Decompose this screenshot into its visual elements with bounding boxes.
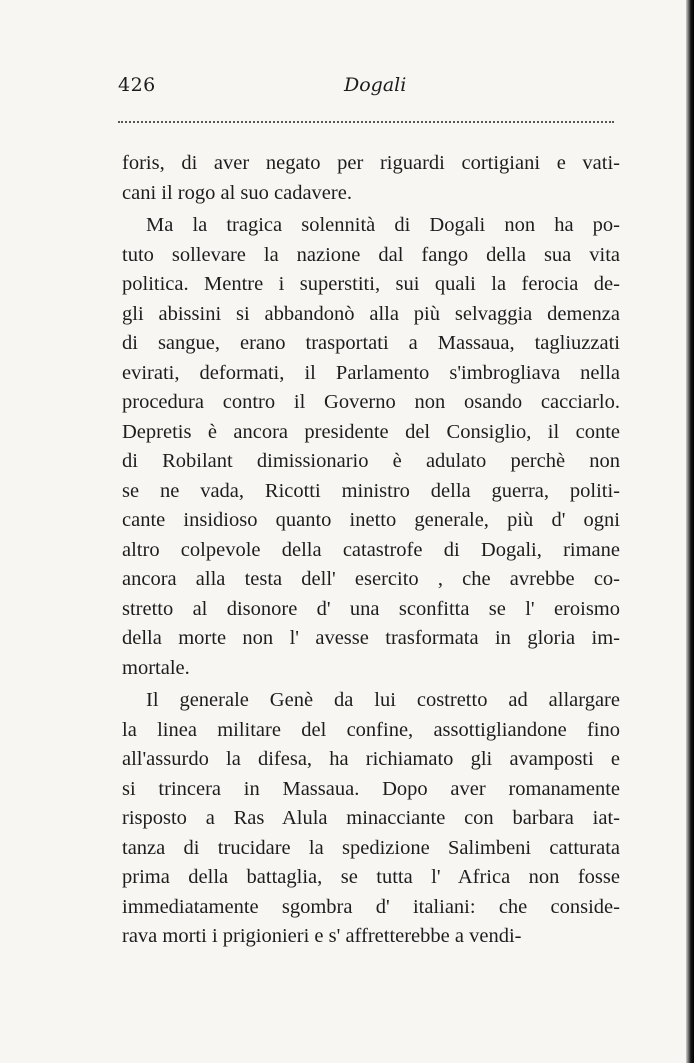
text-line: ancora alla testa dell' esercito , che avrebbe co- [122,568,620,590]
text-line: Ma la tragica solennità di Dogali non ha po- [146,214,620,236]
text-line: rava morti i prigionieri e s' affretterebbe a vendi- [122,925,522,947]
body-text [122,149,620,952]
text-line: stretto al disonore d' una sconfitta se l' eroismo [122,597,620,620]
text-line: altro colpevole della catastrofe di Dogali, rimane [122,538,620,561]
header-dotted-rule [118,121,614,123]
running-title: Dogali [344,74,407,96]
text-line: prima della battaglia, se tutta l' Africa non fosse [122,866,620,888]
text-line: foris, di aver negato per riguardi cortigiani e vati- [122,152,620,174]
text-line: Il generale Genè da lui costretto ad allargare [146,689,620,711]
text-line: della morte non l' avesse trasformata in gloria im- [122,627,620,649]
text-line: la linea militare del confine, assottigliandone fino [122,718,620,741]
text-line: politica. Mentre i superstiti, sui quali la ferocia de- [122,273,620,295]
text-line: procedura contro il Governo non osando cacciarlo. [122,391,620,413]
text-line: gli abissini si abbandonò alla più selvaggia demenza [122,302,620,325]
paragraph [122,211,620,683]
text-line: di sangue, erano trasportati a Massaua, tagliuzzati [122,332,620,354]
text-line: mortale. [122,656,190,679]
page-number: 426 [118,74,156,96]
text-line: se ne vada, Ricotti ministro della guerra, politi- [122,479,620,502]
text-line: evirati, deformati, il Parlamento s'imbrogliava nella [122,361,620,384]
text-line: cante insidioso quanto inetto generale, più d' ogni [122,509,620,531]
page-header [118,74,616,104]
paragraph [122,686,620,952]
text-line: Depretis è ancora presidente del Consiglio, il conte [122,420,620,443]
text-line: tanza di trucidare la spedizione Salimbeni catturata [122,836,620,859]
text-line: si trincera in Massaua. Dopo aver romanamente [122,777,620,800]
text-line: risposto a Ras Alula minacciante con barbara iat- [122,807,620,829]
text-line: cani il rogo al suo cadavere. [122,181,352,204]
text-line: di Robilant dimissionario è adulato perchè non [122,450,620,472]
page-edge-shadow [686,0,694,1063]
text-line: immediatamente sgombra d' italiani: che conside- [122,895,620,918]
text-line: tuto sollevare la nazione dal fango della sua vita [122,243,620,266]
text-line: all'assurdo la difesa, ha richiamato gli avamposti e [122,748,620,770]
paragraph [122,149,620,208]
